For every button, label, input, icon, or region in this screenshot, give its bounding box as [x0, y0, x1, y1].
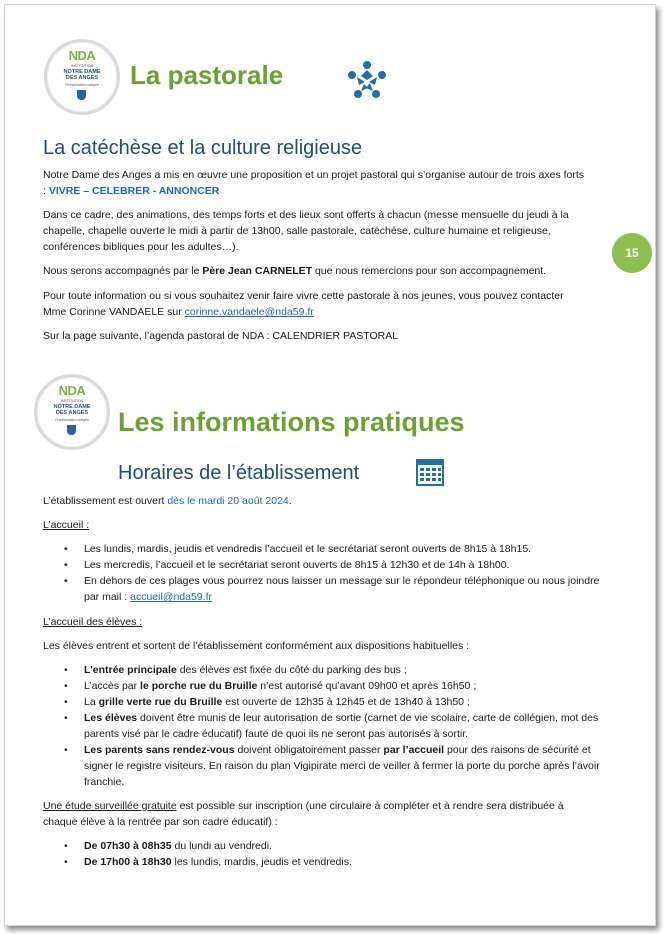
accueil-email-link[interactable]: accueil@nda59.fr: [130, 591, 212, 603]
etude-underlined: Une étude surveillée gratuite: [43, 800, 177, 812]
etude-rest: est possible sur inscription (une circulaire à compléter et à rendre sera distribuée à: [176, 800, 564, 812]
logo-monogram: NDA: [68, 48, 96, 63]
open-before: L’établissement est ouvert: [43, 495, 168, 507]
catechese-heading: La catéchèse et la culture religieuse: [43, 137, 363, 159]
intro-line1: Notre Dame des Anges a mis en œuvre une proposition et un projet pastoral qui s’organise autour de trois axes forts: [43, 169, 585, 181]
horaires-heading: Horaires de l’établissement: [118, 462, 360, 484]
pastorale-intro: [43, 167, 623, 199]
b2-bold: le porche rue du Bruille: [140, 680, 258, 692]
contact-line1: Pour toute information ou si vous souhaitez venir faire vivre cette pastorale à nos jeunes, vous pouvez contacter: [43, 290, 564, 302]
page-number-badge: 15: [612, 233, 652, 273]
priest-after: que nous remercions pour son accompagnement.: [312, 265, 547, 277]
list-item: [64, 678, 624, 694]
eleves-heading: L’accueil des élèves :: [43, 616, 143, 628]
pastorale-activities: [43, 207, 623, 255]
logo2-small-line: INSTITUTION: [61, 399, 83, 403]
mail-prefix: par mail :: [84, 591, 131, 603]
logo-small-line: INSTITUTION: [71, 64, 93, 68]
logo-motto: Prononciation obligée: [65, 83, 99, 87]
axes-prefix: :: [43, 185, 49, 197]
infos-title: Les informations pratiques: [118, 407, 465, 437]
contact-email-link[interactable]: corinne.vandaele@nda59.fr: [184, 306, 314, 318]
shield-icon: [67, 425, 76, 435]
list-item: [64, 710, 624, 742]
b3-before: La: [84, 696, 99, 708]
open-after: .: [288, 495, 292, 507]
people-circle-icon: [345, 58, 389, 102]
etude-line1: [43, 798, 623, 814]
e1-rest: du lundi au vendredi.: [171, 840, 272, 852]
b5-line1: [84, 742, 624, 758]
intro-line2: [43, 183, 623, 199]
logo2-name-line1: NOTRE DAME: [53, 404, 91, 410]
accueil-item3-line1: • En dehors de ces plages vous pourrez nous laisser un message sur le répondeur téléphonique ou nous joindre: [84, 575, 600, 587]
list-item: [64, 662, 624, 678]
logo-name-line2: DES ANGES: [65, 75, 99, 81]
accueil-list: [64, 541, 624, 605]
logo2-monogram: NDA: [58, 383, 86, 398]
b5-mid: doivent obligatoirement passer: [234, 744, 384, 756]
b3-rest: est ouverte de 12h35 à 12h45 et de 13h40 à 13h50 ;: [222, 696, 470, 708]
logo2-name-line2: DES ANGES: [55, 410, 89, 416]
list-item: [64, 742, 624, 790]
list-item: • Les lundis, mardis, jeudis et vendredis l’accueil et le secrétariat seront ouverts de 8h15 à 18h15.: [64, 541, 624, 557]
list-item: [64, 573, 624, 605]
nda-logo: [44, 39, 120, 115]
activities-line1: Dans ce cadre, des animations, des temps forts et des lieux sont offerts à chacun (messe mensuelle du jeudi à la: [43, 209, 569, 221]
pastorale-next-page: Sur la page suivante, l’agenda pastoral de NDA : CALENDRIER PASTORAL: [43, 330, 399, 342]
b1-bold: L’entrée principale: [84, 664, 177, 676]
activities-line3: conférences bibliques pour les adultes…).: [43, 241, 239, 253]
pastorale-title: La pastorale: [130, 60, 284, 90]
opening-date: [43, 493, 623, 509]
logo-name-line1: NOTRE DAME: [63, 69, 101, 75]
e1-bold: De 07h30 à 08h35: [84, 840, 172, 852]
b2-before: L’accès par: [84, 680, 141, 692]
shield-icon: [77, 90, 86, 100]
accueil-heading: L’accueil :: [43, 519, 90, 531]
eleves-intro: Les élèves entrent et sortent de l’établissement conformément aux dispositions habituelles :: [43, 640, 470, 652]
axes-text: VIVRE – CELEBRER - ANNONCER: [48, 185, 220, 197]
b1-rest: des élèves est fixée du côté du parking des bus ;: [176, 664, 407, 676]
b3-bold: grille verte rue du Bruille: [98, 696, 223, 708]
b4-rest: doivent être munis de leur autorisation de sortie (carnet de vie scolaire, carte de collégien, mot des: [137, 712, 599, 724]
e2-rest: les lundis, mardis, jeudis et vendredis.: [171, 856, 352, 868]
priest-name: Père Jean CARNELET: [202, 265, 313, 277]
b5-line3: franchie.: [84, 776, 125, 788]
eleves-list: [64, 662, 624, 790]
b5-bold2: par l’accueil: [383, 744, 445, 756]
list-item: [64, 694, 624, 710]
etude-paragraph: [43, 798, 623, 830]
accueil-item3-line2: [84, 589, 624, 605]
b5-rest: pour des raisons de sécurité et: [444, 744, 591, 756]
b5-line2: signer le registre visiteurs. En raison du plan Vigipirate merci de veiller à fermer la porte du porche après l’avoir: [84, 760, 600, 772]
b4-line2: parents visé par le cadre éducatif) faute de quoi ils ne seront pas autorisés à sortir.: [84, 728, 469, 740]
open-date: dès le mardi 20 août 2024: [167, 495, 289, 507]
b5-bold: Les parents sans rendez-vous: [84, 744, 235, 756]
nda-logo-2: [34, 374, 110, 450]
b4-line1: [84, 710, 624, 726]
pastorale-contact: [43, 288, 623, 320]
calendar-icon: [416, 458, 444, 486]
contact-before: Mme Corinne VANDAELE sur: [43, 306, 185, 318]
e2-bold: De 17h00 à 18h30: [84, 856, 172, 868]
list-item: [64, 854, 624, 870]
contact-line2: [43, 304, 623, 320]
etude-line2: chaque élève à la rentrée par son cadre éducatif) :: [43, 816, 278, 828]
list-item: • Les mercredis, l’accueil et le secrétariat seront ouverts de 8h15 à 12h30 et de 14h à 18h00.: [64, 557, 624, 573]
list-item: [64, 838, 624, 854]
etude-list: [64, 838, 624, 870]
pastorale-priest: [43, 263, 623, 279]
activities-line2: chapelle, chapelle ouverte le midi à partir de 13h00, salle pastorale, catéchèse, culture humaine et religieuse,: [43, 225, 551, 237]
b2-rest: n’est autorisé qu’avant 09h00 et après 16h50 ;: [257, 680, 477, 692]
priest-before: Nous serons accompagnés par le: [43, 265, 203, 277]
b4-bold: Les élèves: [84, 712, 138, 724]
logo2-motto: Prononciation obligée: [55, 418, 89, 422]
